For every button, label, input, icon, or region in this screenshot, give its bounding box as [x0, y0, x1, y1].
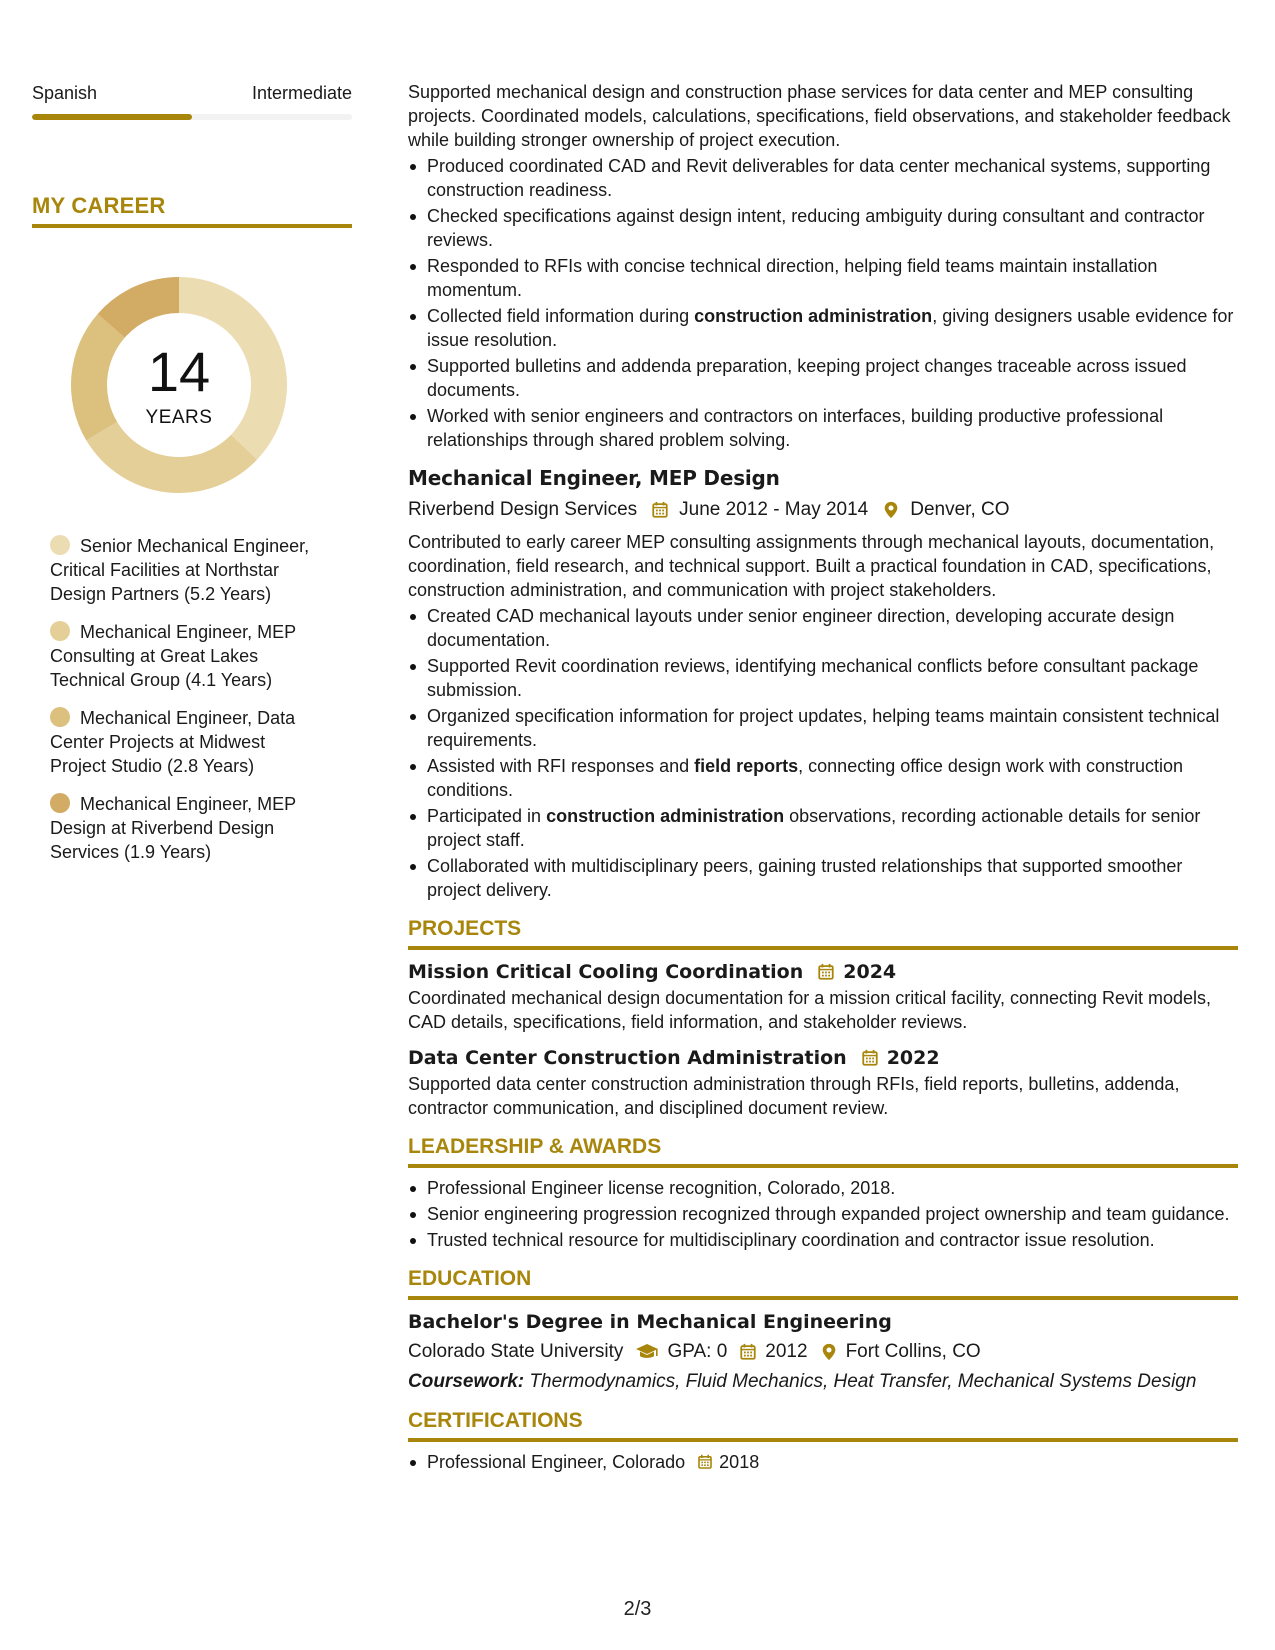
calendar-icon: [739, 1342, 757, 1362]
project-year: 2024: [843, 961, 897, 983]
projects-heading: PROJECTS: [408, 917, 522, 940]
certifications-heading: CERTIFICATIONS: [408, 1409, 583, 1432]
projects-list: [408, 958, 1238, 1120]
bullet-text: Assisted with RFI responses and: [427, 756, 695, 776]
leadership-heading: LEADERSHIP & AWARDS: [408, 1135, 662, 1158]
certification-year: 2018: [719, 1452, 760, 1472]
education-gpa: GPA: 0: [667, 1341, 728, 1362]
leadership-list: [408, 1176, 1238, 1252]
calendar-icon: [861, 1048, 879, 1068]
leadership-item: Professional Engineer license recognition, Colorado, 2018.: [408, 1176, 1238, 1200]
job-bullet: [408, 704, 1238, 752]
bullet-text: Worked with senior engineers and contractors on interfaces, building productive professional relationships through shared problem solving.: [427, 406, 1164, 450]
certifications-list: [408, 1450, 1238, 1474]
education-degree: Bachelor's Degree in Mechanical Engineering: [408, 1311, 892, 1333]
bullet-text: Checked specifications against design intent, reducing ambiguity during consultant and contractor reviews.: [427, 206, 1205, 250]
certification-name: Professional Engineer, Colorado: [427, 1452, 686, 1472]
calendar-icon: [651, 500, 669, 520]
leadership-item: Trusted technical resource for multidisciplinary coordination and contractor issue resolution.: [408, 1228, 1238, 1252]
education-school: Colorado State University: [408, 1341, 624, 1362]
bullet-text: Collaborated with multidisciplinary peers, gaining trusted relationships that supported smoother project delivery.: [427, 856, 1183, 900]
certifications-rule: [408, 1438, 1238, 1442]
prev-job-summary: Supported mechanical design and construction phase services for data center and MEP consulting projects. Coordinated models, calculations, specifications, field observations, and stakeholder feedback while building stronger ownership of project execution.: [408, 82, 1231, 150]
career-heading-rule: [32, 224, 352, 228]
prev-job-bullet: [408, 154, 1238, 202]
career-legend-item: [50, 706, 320, 778]
prev-job-bullets: [408, 154, 1238, 452]
job-bullet: [408, 804, 1238, 852]
education-location: Fort Collins, CO: [845, 1341, 981, 1362]
education-meta: [408, 1338, 1238, 1366]
bullet-text: Responded to RFIs with concise technical direction, helping field teams maintain installation momentum.: [427, 256, 1158, 300]
project-title-row: [408, 958, 1238, 986]
bullet-text: Produced coordinated CAD and Revit deliverables for data center mechanical systems, supporting construction readiness.: [427, 156, 1211, 200]
left-column: [32, 80, 352, 878]
career-heading: MY CAREER: [32, 193, 166, 218]
career-legend-item: [50, 620, 320, 692]
project-description: Coordinated mechanical design documentation for a mission critical facility, connecting Revit models, CAD details, specifications, field information, and stakeholder reviews.: [408, 988, 1212, 1032]
location-pin-icon: [820, 1342, 838, 1362]
project-title-row: [408, 1044, 1238, 1072]
job-bullet: [408, 754, 1238, 802]
legend-label: Senior Mechanical Engineer, Critical Facilities at Northstar Design Partners (5.2 Years): [50, 536, 310, 604]
leadership-rule: [408, 1164, 1238, 1168]
job-dates: June 2012 - May 2014: [679, 499, 869, 520]
prev-job-bullet: [408, 204, 1238, 252]
job-bullet: [408, 854, 1238, 902]
job-title: Mechanical Engineer, MEP Design: [408, 466, 780, 490]
education-coursework: [408, 1370, 1238, 1394]
prev-job-bullet: [408, 304, 1238, 352]
project-description: Supported data center construction administration through RFIs, field reports, bulletins, addenda, contractor communication, and disciplined document review.: [408, 1074, 1180, 1118]
job-bullets: [408, 604, 1238, 902]
legend-dot-icon: [50, 621, 70, 641]
job-bullet: [408, 604, 1238, 652]
page-number: 2/3: [623, 1598, 652, 1620]
career-legend-item: [50, 534, 320, 606]
bullet-text: observations, recording actionable details for senior project staff.: [427, 806, 1201, 850]
job-summary: Contributed to early career MEP consulting assignments through mechanical layouts, documentation, coordination, field research, and technical support. Built a practical foundation in CAD, specifications, construction administration, and communication with project stakeholders.: [408, 532, 1215, 600]
coursework-list: Thermodynamics, Fluid Mechanics, Heat Transfer, Mechanical Systems Design: [524, 1371, 1197, 1392]
bullet-text: , connecting office design work with construction conditions.: [427, 756, 1184, 800]
education-heading: EDUCATION: [408, 1267, 532, 1290]
coursework-label: Coursework:: [408, 1371, 525, 1392]
bullet-text: Collected field information during: [427, 306, 695, 326]
legend-dot-icon: [50, 707, 70, 727]
prev-job-bullet: [408, 354, 1238, 402]
graduation-cap-icon: [635, 1342, 659, 1362]
prev-job-bullet: [408, 404, 1238, 452]
bullet-text: Created CAD mechanical layouts under senior engineer direction, developing accurate design documentation.: [427, 606, 1175, 650]
career-years-label: YEARS: [145, 407, 213, 428]
right-column: [408, 80, 1238, 1476]
leadership-item: Senior engineering progression recognized through expanded project ownership and team guidance.: [408, 1202, 1238, 1226]
legend-label: Mechanical Engineer, MEP Consulting at Great Lakes Technical Group (4.1 Years): [50, 622, 296, 690]
career-donut-chart: [66, 272, 292, 498]
language-proficiency-bar: [32, 114, 352, 120]
location-pin-icon: [882, 500, 900, 520]
job-company: Riverbend Design Services: [408, 499, 638, 520]
education-rule: [408, 1296, 1238, 1300]
bullet-text: , giving designers usable evidence for issue resolution.: [427, 306, 1234, 350]
project-title: Mission Critical Cooling Coordination: [408, 961, 804, 983]
job-location: Denver, CO: [910, 499, 1010, 520]
bullet-text: Supported Revit coordination reviews, identifying mechanical conflicts before consultant package submission.: [427, 656, 1199, 700]
bullet-text: Supported bulletins and addenda preparation, keeping project changes traceable across issued documents.: [427, 356, 1187, 400]
certification-row: [427, 1450, 1238, 1474]
bullet-bold-text: construction administration: [694, 306, 933, 326]
language-level: Intermediate: [251, 83, 352, 103]
job-meta: [408, 496, 1238, 524]
bullet-bold-text: construction administration: [546, 806, 785, 826]
calendar-icon: [697, 1453, 713, 1471]
project-title: Data Center Construction Administration: [408, 1047, 847, 1069]
career-total-years: 14: [147, 340, 211, 403]
donut-slice: [86, 422, 257, 493]
legend-dot-icon: [50, 793, 70, 813]
bullet-text: Organized specification information for project updates, helping teams maintain consistent technical requirements.: [427, 706, 1220, 750]
certification-item: [408, 1450, 1238, 1474]
career-legend: [32, 534, 352, 864]
language-name: Spanish: [32, 83, 98, 103]
language-row: [32, 80, 352, 106]
legend-label: Mechanical Engineer, Data Center Projects at Midwest Project Studio (2.8 Years): [50, 708, 296, 776]
legend-dot-icon: [50, 535, 70, 555]
career-legend-item: [50, 792, 320, 864]
language-proficiency-fill: [32, 114, 192, 120]
legend-label: Mechanical Engineer, MEP Design at Riverbend Design Services (1.9 Years): [50, 794, 296, 862]
bullet-bold-text: field reports: [694, 756, 799, 776]
project-year: 2022: [886, 1047, 940, 1069]
prev-job-bullet: [408, 254, 1238, 302]
education-year: 2012: [765, 1341, 808, 1362]
bullet-text: Participated in: [427, 806, 547, 826]
projects-rule: [408, 946, 1238, 950]
job-bullet: [408, 654, 1238, 702]
calendar-icon: [817, 962, 835, 982]
